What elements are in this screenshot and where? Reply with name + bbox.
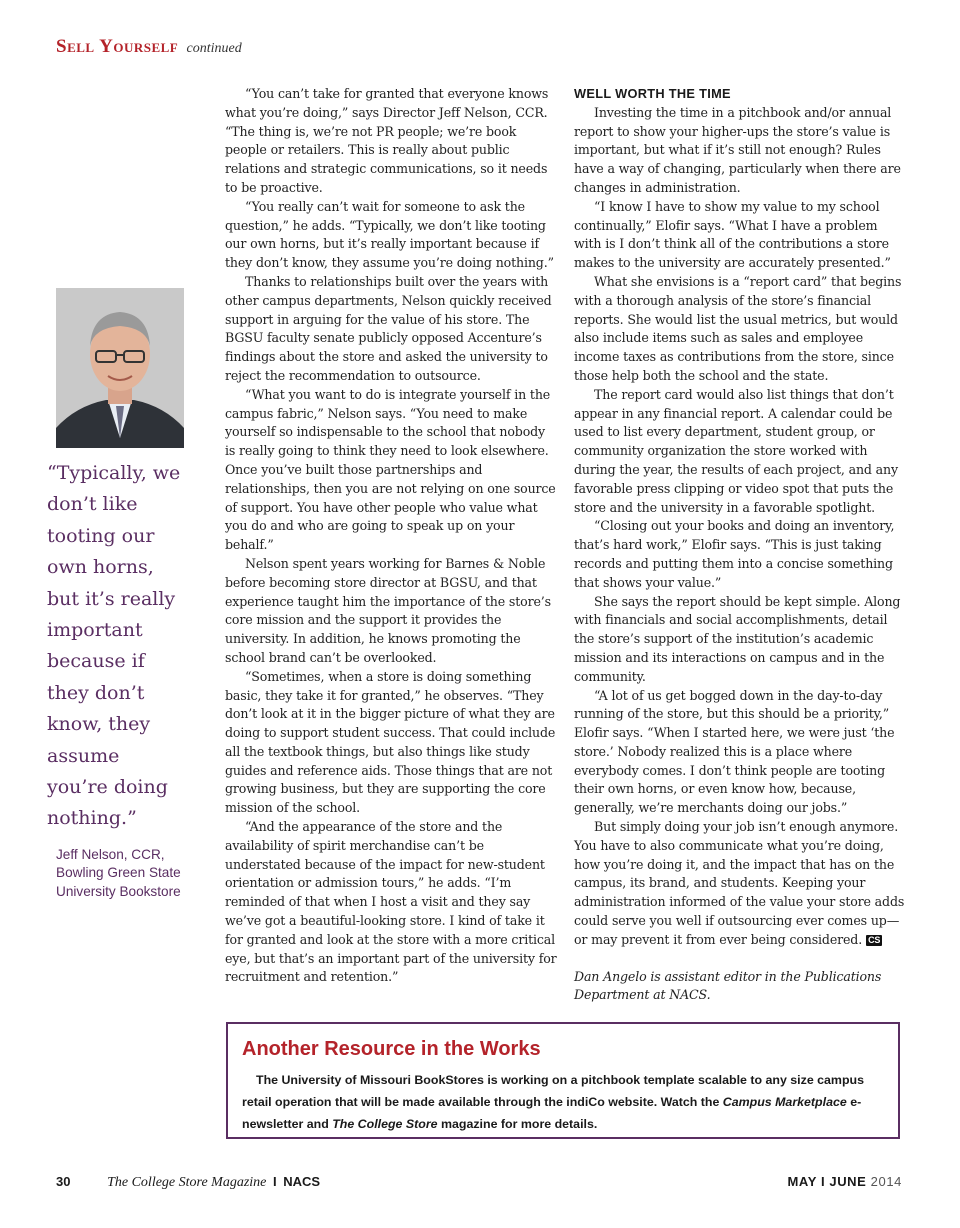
paragraph: Thanks to relationships built over the years with other campus departments, Nelson quickly received support in arguing for the value of his store. The BGSU faculty senate publicly opposed Accenture’s findings about the store and asked the university to reject the recommendation to outsource. [225,273,552,383]
end-mark-icon: CS [868,934,881,945]
pull-quote-line: but it’s really [47,587,176,610]
issue-months: MAY I JUNE [787,1174,867,1189]
portrait-illustration [56,288,184,448]
article-column-1 [225,85,557,987]
paragraph: Nelson spent years working for Barnes & Noble before becoming store director at BGSU, and that experience taught him the importance of the store’s core mission and the support it provides the university. In addition, he knows promoting the school brand can’t be overlooked. [225,555,551,665]
paragraph: “Sometimes, when a store is doing something basic, they take it for granted,” he observes. “They don’t look at it in the bigger picture of what they are doing to support student success. That could include all the textbook things, but also things like study guides and reference aids. Those things that are not growing business, but they are supporting the core mission of the school. [225,668,556,816]
pull-quote-line: know, they [47,713,151,736]
section-heading: WELL WORTH THE TIME [574,86,731,101]
pull-quote-line: nothing.” [47,807,137,830]
pull-quote-line: tooting our [47,524,155,547]
page-number: 30 [56,1174,71,1189]
paragraph: She says the report should be kept simple. Along with financials and social accomplishments, detail the store’s support of the institution’s academic mission and its interactions on campus and in the community. [574,593,901,684]
sidebar-italic: The College Store [332,1116,438,1131]
pull-quote-line: assume [47,744,120,767]
attribution-line: Bowling Green State [56,865,181,881]
issue-year: 2014 [870,1174,902,1189]
running-head [56,36,242,58]
paragraph: “Closing out your books and doing an inventory, that’s hard work,” Elofir says. “This is just taking records and putting them into a concise something that shows your value.” [574,518,895,590]
last-paragraph-text: But simply doing your job isn’t enough anymore. You have to also communicate what you’re doing, how you’re doing it, and the impact that has on the campus, its brand, and students. Keeping your administration informed of the value your store adds could serve you well if outsourcing ever comes up—or may prevent it from ever being considered. [574,819,905,947]
paragraph: “A lot of us get bogged down in the day-to-day running of the store, but this should be a priority,” Elofir says. “When I started here, we were just ‘the store.’ Nobody realized this is a place where everybody comes. I don’t think people are tooting their own horns, or even know how, because, generally, we’re merchants doing our jobs.” [574,687,895,816]
pull-quote-line: they don’t [47,681,145,704]
pull-quote-line: you’re doing [47,776,168,799]
sidebar-box [226,1022,900,1139]
paragraph: “I know I have to show my value to my school continually,” Elofir says. “What I have a problem with is I don’t think all of the contributions a store makes to the university are accurately presented.” [574,198,891,271]
last-paragraph [574,818,908,950]
pull-quote-line: don’t like [47,493,138,516]
pull-quote-line: because if [47,650,145,673]
footer-right [787,1174,902,1189]
footer-separator: I [273,1174,277,1189]
attribution-line: University Bookstore [56,883,181,899]
pull-quote-line: “Typically, we [47,462,181,484]
pull-quote-line: own horns, [47,556,154,579]
sidebar-text: The University of Missouri BookStores is working on a pitchbook template scalable to any size campus retail operation that will be made available through the indiCo website. Watch the [242,1073,864,1109]
paragraph: “You can’t take for granted that everyone knows what you’re doing,” says Director Jeff Nelson, CCR. “The thing is, we’re not PR people; we’re book people or retailers. This is really about public relations and strategic communications, so it needs to be proactive. [225,86,549,195]
attribution-line: Jeff Nelson, CCR, [56,847,165,862]
footer-left [56,1174,320,1191]
portrait-photo [56,288,184,448]
sidebar-body [242,1070,882,1135]
paragraph: The report card would also list things that don’t appear in any financial report. A calendar could be used to list every department, student group, or community organization the store worked with during the year, the results of each project, and any favorable press clipping or video spot that puts the store and the university in a favorable spotlight. [574,386,898,515]
paragraph: “What you want to do is integrate yourself in the campus fabric,” Nelson says. “You need to make yourself so indispensable to the school that nobody is really going to think they need to look elsewhere. Once you’ve built those partnerships and relationships, then you are not relying on one source of support. You have other people who value what you do and who are going to speak up on your behalf.” [225,386,556,553]
magazine-name: The College Store Magazine [107,1175,267,1190]
paragraph: What she envisions is a “report card” that begins with a thorough analysis of the store’s financial reports. She would list the usual metrics, but would also include items such as sales and employee income taxes as contributions from the store, since those help both the school and the state. [574,273,902,383]
organization-name: NACS [283,1174,321,1189]
pull-quote-attribution [56,846,196,901]
article-column-2 [574,85,908,1005]
paragraph: “And the appearance of the store and the availability of spirit merchandise can’t be understated because of the impact for new-student orientation or admission tours,” he adds. “I’m reminded of that when I host a visit and they say we’ve got a beautiful-looking store. I kind of take it for granted and look at the store with a more critical eye, but that’s an important part of the university for recruitment and retention.” [225,819,557,985]
section-title: Sell Yourself [56,36,179,57]
continued-label: continued [186,41,242,56]
paragraph: “You really can’t wait for someone to ask the question,” he adds. “Typically, we don’t like tooting our own horns, but it’s really important because if they don’t know, they assume you’re doing nothing.” [225,198,554,271]
sidebar-italic: Campus Marketplace [722,1094,847,1109]
pull-quote-line: important [47,619,143,642]
pull-quote [47,458,187,835]
author-byline: Dan Angelo is assistant editor in the Publications Department at NACS. [574,968,882,1003]
sidebar-text: e-newsletter and [242,1094,862,1131]
paragraph: Investing the time in a pitchbook and/or annual report to show your higher-ups the store’s value is important, but what if it’s still not enough? Rules have a way of changing, particularly when there are changes in administration. [574,104,901,195]
sidebar-title: Another Resource in the Works [242,1038,541,1060]
sidebar-text: magazine for more details. [437,1116,598,1131]
